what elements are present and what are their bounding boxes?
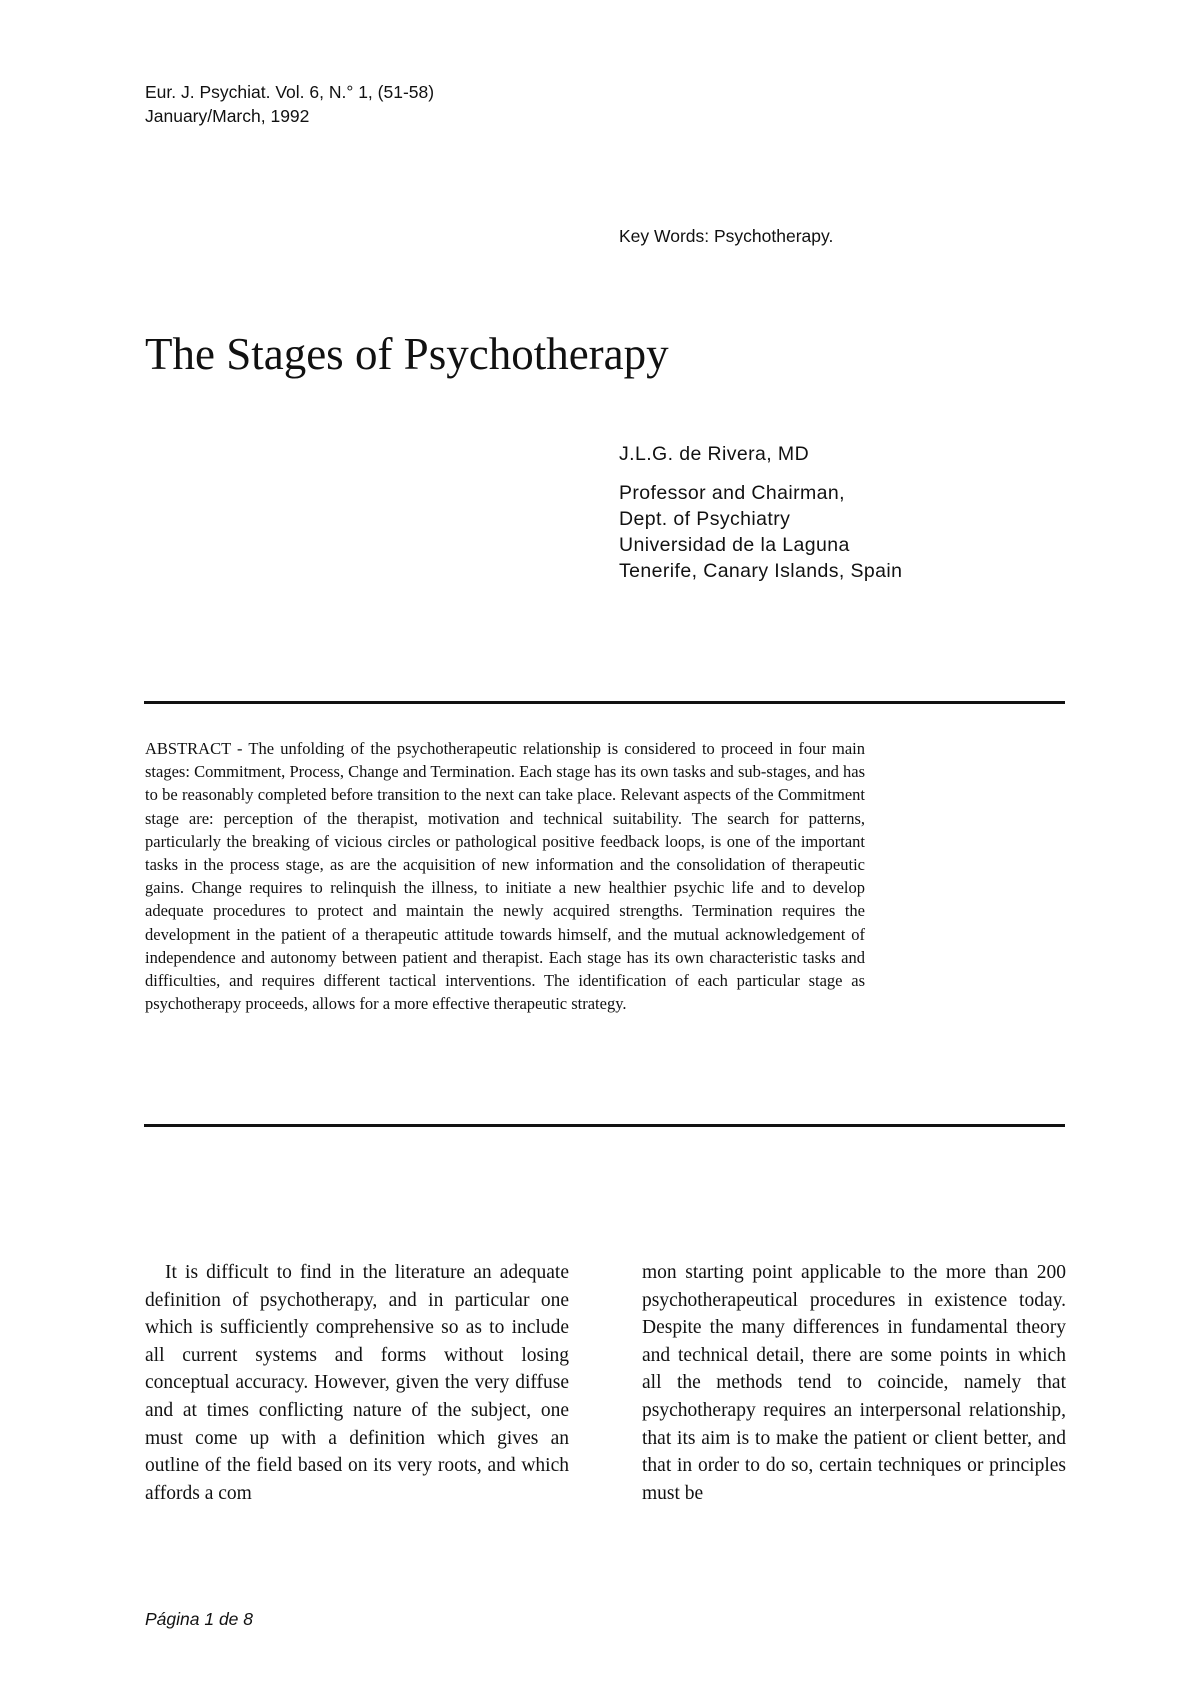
affiliation-line: Universidad de la Laguna <box>619 534 850 556</box>
affiliation-line: Dept. of Psychiatry <box>619 508 791 530</box>
author-name: J.L.G. de Rivera, MD <box>619 443 810 465</box>
paper-title: The Stages of Psychotherapy <box>145 329 669 379</box>
citation-line-date: January/March, 1992 <box>145 106 310 126</box>
affiliation-line: Tenerife, Canary Islands, Spain <box>619 560 903 582</box>
page-number: Página 1 de 8 <box>145 1609 254 1629</box>
body-column-left: It is difficult to find in the literature an adequate definition of psychotherapy, and in particular one which is sufficiently comprehensive so as to include all current systems and forms without losing conceptual accuracy. However, given the very diffuse and at times conflicting nature of the subject, one must come up with a definition which gives an outline of the field based on its very roots, and which affords a com <box>145 1262 569 1504</box>
abstract: ABSTRACT - The unfolding of the psychotherapeutic relationship is considered to proceed in four main stages: Commitment, Process, Change and Termination. Each stage has its own tasks and sub-stages, and has to be reasonably completed before transition to the next can take place. Relevant aspects of the Commitment stage are: perception of the therapist, motivation and technical suitability. The search for patterns, particularly the breaking of vicious circles or pathological positive feedback loops, is one of the important tasks in the process stage, as are the acquisition of new information and the consolidation of therapeutic gains. Change requires to relinquish the illness, to initiate a new healthier psychic life and to develop adequate procedures to protect and maintain the newly acquired strengths. Termination requires the development in the patient of a therapeutic attitude towards himself, and the mutual acknowledgement of independence and autonomy between patient and therapist. Each stage has its own characteristic tasks and difficulties, and requires different tactical interventions. The identification of each particular stage as psychotherapy proceeds, allows for a more effective therapeutic strategy. <box>145 739 865 1014</box>
author-affiliation <box>619 480 902 584</box>
citation-line-volume: Eur. J. Psychiat. Vol. 6, N.° 1, (51-58) <box>145 82 435 102</box>
affiliation-line: Professor and Chairman, <box>619 482 845 504</box>
abstract-top-rule <box>144 701 1065 704</box>
journal-citation <box>145 80 434 128</box>
keywords: Key Words: Psychotherapy. <box>619 226 834 246</box>
abstract-bottom-rule <box>144 1124 1065 1127</box>
body-column-right: mon starting point applicable to the more than 200 psychotherapeutical procedures in existence today. Despite the many differences in fundamental theory and technical detail, there are some points in which all the methods tend to coincide, namely that psychotherapy requires an interpersonal relationship, that its aim is to make the patient or client better, and that in order to do so, certain techniques or principles must be <box>642 1262 1066 1504</box>
